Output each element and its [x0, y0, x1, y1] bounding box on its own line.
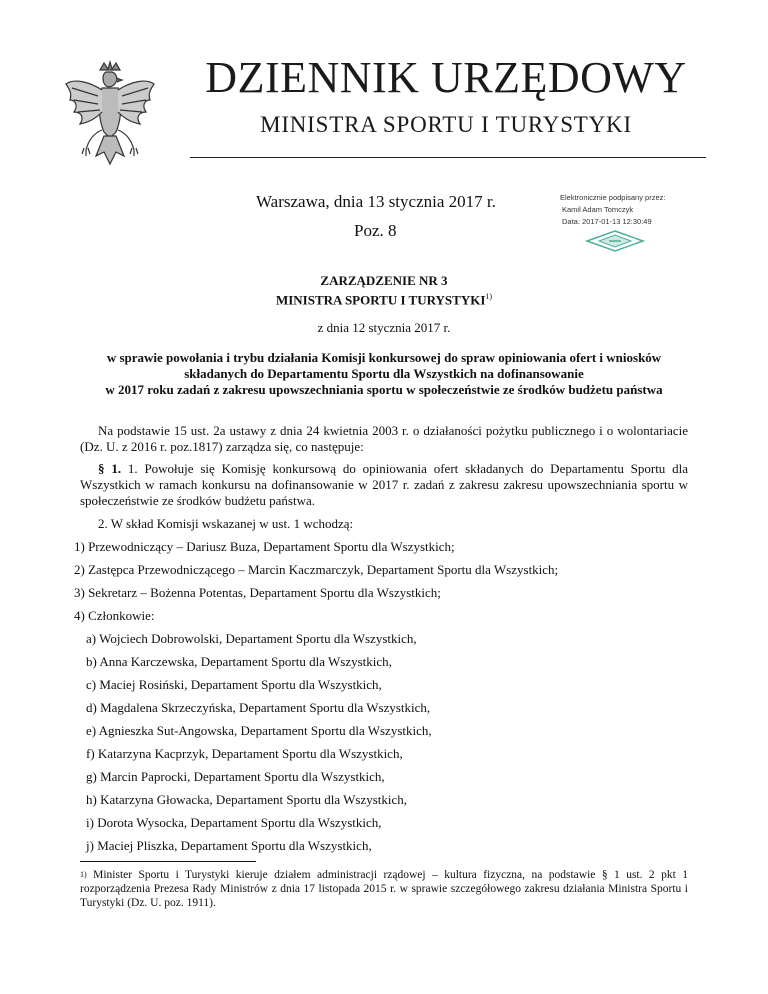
signature-label: Elektronicznie podpisany przez: — [560, 193, 666, 202]
order-issuer-text: MINISTRA SPORTU I TURYSTYKI — [275, 292, 486, 308]
header-divider — [190, 157, 706, 158]
list-item: 4) Członkowie: — [74, 608, 155, 623]
subject-line-3: w 2017 roku zadań z zakresu upowszechniania sportu w społeczeństwie ze środków budżetu państwa — [105, 382, 663, 397]
footnote-reference: 1) — [485, 292, 493, 301]
e-signature-logo-icon — [585, 230, 645, 252]
member-item: e) Agnieszka Sut-Angowska, Departament Sportu dla Wszystkich, — [86, 723, 432, 738]
subject-line-1: w sprawie powołania i trybu działania Komisji konkursowej do spraw opiniowania ofert i wniosków — [106, 350, 662, 365]
member-item: g) Marcin Paprocki, Departament Sportu dla Wszystkich, — [86, 769, 385, 784]
order-number: ZARZĄDZENIE NR 3 — [320, 273, 448, 288]
subject-line-2: składanych do Departamentu Sportu dla Wszystkich na dofinansowanie — [184, 366, 584, 381]
member-item: a) Wojciech Dobrowolski, Departament Sportu dla Wszystkich, — [86, 631, 417, 646]
member-item: h) Katarzyna Głowacka, Departament Sportu dla Wszystkich, — [86, 792, 408, 807]
list-item: 3) Sekretarz – Bożenna Potentas, Departament Sportu dla Wszystkich; — [74, 585, 441, 600]
place-date: Warszawa, dnia 13 stycznia 2017 r. — [256, 192, 496, 211]
signature-signer: Kamil Adam Tomczyk — [562, 205, 634, 214]
footnote-text: Minister Sportu i Turystyki kieruje działem administracji rządowej – kultura fizyczna, na podstawie § 1 ust. 2 pkt 1 rozporządzenia Prezesa Rady Ministrów z dnia 17 listopada 2015 r. w sprawie szczegółowego zakresu działania Ministra Sportu i Turystyki (Dz. U. poz. 1911). — [80, 869, 688, 909]
paragraph-1-text: 1. Powołuje się Komisję konkursową do opiniowania ofert składanych do Departamentu Sportu dla Wszystkich w ramach konkursu na dofinansowanie w 2017 r. zadań z zakresu zakresu upowszechniania sportu w społeczeństwie ze środków budżetu państwa. — [80, 461, 688, 508]
preamble — [80, 423, 688, 455]
footnote-divider — [80, 861, 256, 862]
member-item: d) Magdalena Skrzeczyńska, Departament Sportu dla Wszystkich, — [86, 700, 431, 715]
list-item: 1) Przewodniczący – Dariusz Buza, Departament Sportu dla Wszystkich; — [74, 539, 455, 554]
member-item: i) Dorota Wysocka, Departament Sportu dla Wszystkich, — [86, 815, 382, 830]
paragraph-1-section-2: 2. W skład Komisji wskazanej w ust. 1 wchodzą: — [98, 516, 354, 531]
order-subject — [80, 350, 688, 398]
footnote — [80, 868, 688, 910]
member-item: f) Katarzyna Kacprzyk, Departament Sportu dla Wszystkich, — [86, 746, 403, 761]
position-number: Poz. 8 — [354, 221, 397, 240]
order-issuer — [0, 289, 768, 308]
signature-date: Data: 2017-01-13 12:30:49 — [562, 217, 652, 226]
paragraph-1 — [80, 461, 688, 509]
journal-title: DZIENNIK URZĘDOWY — [205, 53, 687, 102]
footnote-mark: 1) — [80, 870, 87, 879]
journal-subtitle: MINISTRA SPORTU I TURYSTYKI — [260, 112, 632, 137]
electronic-signature — [560, 192, 720, 228]
member-item: b) Anna Karczewska, Departament Sportu dla Wszystkich, — [86, 654, 392, 669]
member-item: c) Maciej Rosiński, Departament Sportu dla Wszystkich, — [86, 677, 382, 692]
order-title — [0, 273, 768, 308]
polish-eagle-emblem-icon — [62, 60, 158, 172]
paragraph-label: § 1. — [98, 461, 122, 476]
list-item: 2) Zastępca Przewodniczącego – Marcin Kaczmarczyk, Departament Sportu dla Wszystkich; — [74, 562, 559, 577]
order-date: z dnia 12 stycznia 2017 r. — [317, 320, 451, 335]
member-item: j) Maciej Pliszka, Departament Sportu dla Wszystkich, — [86, 838, 372, 853]
preamble-text: Na podstawie 15 ust. 2a ustawy z dnia 24 kwietnia 2003 r. o działaności pożytku publicznego i o wolontariacie (Dz. U. z 2016 r. poz.1817) zarządza się, co następuje: — [80, 423, 688, 454]
